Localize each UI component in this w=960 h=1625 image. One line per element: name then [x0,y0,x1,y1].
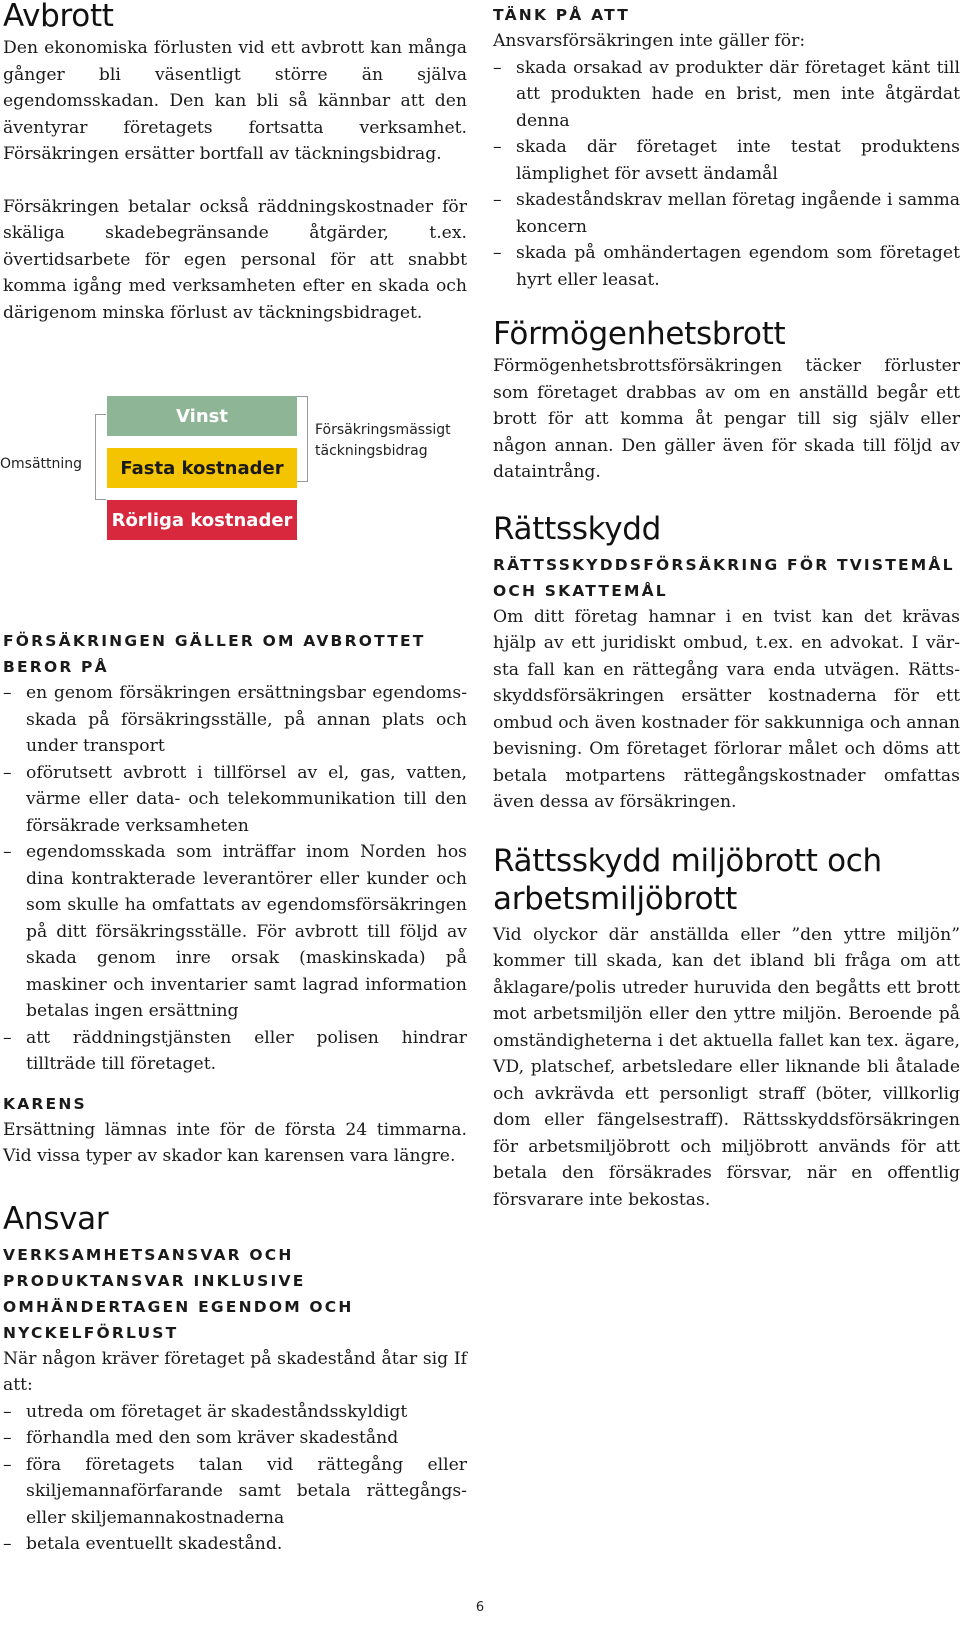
galler-list [3,680,467,1078]
section-title-rattsskydd: Rättsskydd [493,510,662,547]
page-number: 6 [475,1600,485,1615]
section-title-avbrott: Avbrott [3,0,114,34]
karens-heading: KARENS [3,1094,87,1113]
list-item: – föra företagets talan vid rättegång eller skiljemannaförfarande samt betala rättegångs- eller skiljemannakostnaderna [3,1452,467,1532]
diagram-box-vinst: Vinst [107,396,297,436]
avbrott-paragraph-1: Den ekonomiska förlusten vid ett avbrott kan många gånger bli väsentligt större än själva egendomsskadan. Den kan bli så kännbar att den äventyrar företagets fortsatta verksamhet. Försäkringen ersätter bortfall av täckningsbidrag. [3,38,467,164]
rattsskydd-text: Om ditt företag hamnar i en tvist kan det krävas hjälp av ett juridiskt ombud, t.ex. en advokat. I värsta fall kan en rättegång vara enda utvägen. Rättsskyddsförsäkringen ersätter kostnaderna för ett ombud och även kostnader för sakkunniga och annan bevisning. Om företaget förlorar målet och döms att betala motpartens rättegångskostnader omfattas även dessa av försäkringen. [493,606,960,812]
list-item: – att räddningstjänsten eller polisen hindrar tillträde till företaget. [3,1025,467,1078]
diagram-box-fasta-kostnader: Fasta kostnader [107,448,297,488]
tank-list [493,55,960,294]
list-item: – en genom försäkringen ersättningsbar egendomsskada på försäkringsställe, på annan plats och under transport [3,680,467,760]
diagram-box-rorliga-kostnader: Rörliga kostnader [107,500,297,540]
section-title-miljobrott: Rättsskydd miljöbrott och arbetsmiljöbrott [493,842,882,917]
ansvar-intro: När någon kräver företaget på skadestånd åtar sig If att: [3,1348,467,1395]
list-item: – skada där företaget inte testat produktens lämplighet för avsett ändamål [493,134,960,187]
list-item: – skadeståndskrav mellan företag ingående i samma koncern [493,187,960,240]
tank-intro: Ansvarsförsäkringen inte gäller för: [493,31,806,51]
list-item: – oförutsett avbrott i tillförsel av el, gas, vatten, värme eller data- och telekommunikation till den försäkrade verksamheten [3,760,467,840]
galler-heading: FÖRSÄKRINGEN GÄLLER OM AVBROTTET BEROR PÅ [3,632,426,676]
diagram-label-tackningsbidrag-2: täckningsbidrag [315,443,428,459]
diagram-label-tackningsbidrag-1: Försäkringsmässigt [315,422,451,438]
coverage-diagram [0,396,467,596]
left-bracket [95,414,106,500]
section-title-formogenhetsbrott: Förmögenhetsbrott [493,316,786,352]
formogenhet-text: Förmögenhetsbrottsförsäkringen täcker förluster som företaget drabbas av om en anställd begår ett brott för att komma åt pengar till sig själv eller någon annan. Den gäller även för skada till följd av dataintrång. [493,356,960,482]
list-item: – förhandla med den som kräver skadestånd [3,1425,467,1452]
right-column [493,0,960,1213]
list-item: – skada orsakad av produkter där företaget känt till att produkten hade en brist, men inte åtgärdat denna [493,55,960,135]
ansvar-heading: VERKSAMHETSANSVAR OCH PRODUKTANSVAR INKLUSIVE OMHÄNDERTAGEN EGENDOM OCH NYCKELFÖRLUST [3,1245,354,1342]
karens-text: Ersättning lämnas inte för de första 24 timmarna. Vid vissa typer av skador kan karensen vara längre. [3,1119,467,1166]
left-column [0,0,467,1558]
diagram-label-omsattning: Omsättning [0,456,83,472]
ansvar-list [3,1399,467,1558]
rattsskydd-heading: RÄTTSSKYDDSFÖRSÄKRING FÖR TVISTEMÅL OCH SKATTEMÅL [493,555,955,600]
miljo-text: Vid olyckor där anställda eller ”den yttre miljön” kommer till skada, kan det ibland bli fråga om att åklagare/polis utreder huruvida den begåtts ett brott mot arbetsmiljön eller den yttre miljön. Beroende på omständigheterna i det aktuella fallet kan tex. ägare, VD, platschef, arbetsledare eller liknande bli åtalade och avkrävda ett personligt straff (böter, villkorlig dom eller fängelsestraff). Rättsskyddsförsäkringen för arbetsmiljöbrott och miljöbrott används för att betala den försäkrades försvar, när en offentlig försvarare inte bekostas. [493,924,960,1210]
list-item: – betala eventuellt skadestånd. [3,1531,467,1558]
tank-heading: TÄNK PÅ ATT [493,6,630,24]
list-item: – skada på omhändertagen egendom som företaget hyrt eller leasat. [493,240,960,293]
section-title-ansvar: Ansvar [3,1200,109,1237]
list-item: – egendomsskada som inträffar inom Norden hos dina kontrakterade leverantörer eller kunder och som skulle ha omfattats av egendomsförsäkringen på ditt försäkringsställe. För avbrott till följd av skada genom inre orsak (maskinskada) på maskiner och inventarier samt lagrad information betalas ingen ersättning [3,839,467,1025]
list-item: – utreda om företaget är skadeståndsskyldigt [3,1399,467,1426]
avbrott-paragraph-2: Försäkringen betalar också räddningskostnader för skäliga skadebegränsande åtgärder, t.ex. övertidsarbete för egen personal för att snabbt komma igång med verksamheten efter en skada och därigenom minska förlust av täckningsbidraget. [3,196,467,323]
right-bracket [297,396,308,482]
